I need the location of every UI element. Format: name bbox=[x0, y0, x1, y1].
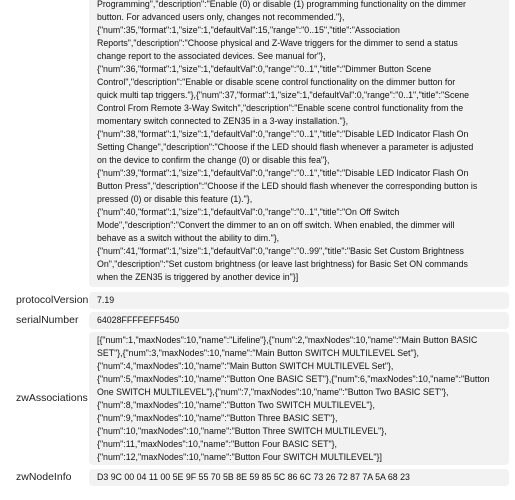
zw-associations-line: SET"},{"num":3,"maxNodes":10,"name":"Main Button SWITCH MULTILEVEL Set"}, bbox=[97, 348, 419, 358]
params-line: {"num":38,"format":1,"size":1,"defaultVal":0,"range":"0..1","title":"Disable LED Indicator Flash On bbox=[97, 129, 469, 139]
protocol-version-value: 7.19 bbox=[97, 295, 115, 305]
zw-associations-line: {"num":12,"maxNodes":10,"name":"Button Four SWITCH MULTILEVEL"}] bbox=[97, 452, 382, 462]
zw-associations-label: zwAssociations bbox=[16, 392, 88, 404]
protocol-version-label: protocolVersion bbox=[16, 294, 89, 306]
zw-associations-line: [{"num":1,"maxNodes":10,"name":"Lifeline"},{"num":2,"maxNodes":10,"name":"Main Button BASIC bbox=[97, 335, 478, 345]
params-line: momentary switch connected to ZEN35 in a 3-way installation."}, bbox=[97, 116, 349, 126]
params-line: when the ZEN35 is triggered by another device in"}] bbox=[97, 272, 299, 282]
params-line: Reports","description":"Choose physical and Z-Wave triggers for the dimmer to send a status bbox=[97, 38, 458, 48]
params-line: Control From Remote 3-Way Switch","description":"Enable scene control functionality from the bbox=[97, 103, 464, 113]
zw-node-info-label: zwNodeInfo bbox=[16, 471, 72, 483]
params-line: {"num":40,"format":1,"size":1,"defaultVal":0,"range":"0..1","title":"On Off Switch bbox=[97, 207, 400, 217]
zw-node-info-value-box bbox=[89, 469, 509, 486]
serial-number-value-box bbox=[89, 312, 509, 329]
protocol-version-value-box bbox=[89, 292, 509, 309]
zw-associations-line: {"num":8,"maxNodes":10,"name":"Button Two SWITCH MULTILEVEL"}, bbox=[97, 400, 375, 410]
zw-associations-value-box bbox=[89, 332, 509, 465]
params-line: Setting Change","description":"Choose if the LED should flash whenever a parameter is adjusted bbox=[97, 142, 474, 152]
serial-number-value: 64028FFFFEFF5450 bbox=[97, 315, 180, 325]
serial-number-label: serialNumber bbox=[16, 314, 79, 326]
params-line: pressed (0) or disable this feature (1)."}, bbox=[97, 194, 253, 204]
zw-associations-line: {"num":11,"maxNodes":10,"name":"Button Four BASIC SET"}, bbox=[97, 439, 337, 449]
params-line: quick multi tap triggers."},{"num":37,"format":1,"size":1,"defaultVal":0,"range":"0..1","title":"Scene bbox=[97, 90, 470, 100]
params-line: button. For advanced users only, changes not recommended."}, bbox=[97, 12, 345, 22]
zw-node-info-value: D3 9C 00 04 11 00 5E 9F 55 70 5B 8E 59 85 5C 86 6C 73 26 72 87 7A 5A 68 23 bbox=[97, 472, 410, 482]
zw-associations-line: {"num":10,"maxNodes":10,"name":"Button Three SWITCH MULTILEVEL"}, bbox=[97, 426, 387, 436]
params-line: Button Press","description":"Choose if the LED should flash whenever the corresponding button is bbox=[97, 181, 478, 191]
params-line: on the device to confirm the change (0) or disable this fea"}, bbox=[97, 155, 330, 165]
params-line: behave as a switch without the ability to dim."}, bbox=[97, 233, 280, 243]
params-line: Programming","description":"Enable (0) or disable (1) programming functionality on the dimmer bbox=[97, 0, 466, 9]
params-line: On","description":"Set custom brightness (or leave last brightness) for Basic Set ON commands bbox=[97, 259, 468, 269]
zw-associations-line: {"num":4,"maxNodes":10,"name":"Main Button SWITCH MULTILEVEL Set"}, bbox=[97, 361, 394, 371]
zw-associations-line: {"num":5,"maxNodes":10,"name":"Button One BASIC SET"},{"num":6,"maxNodes":10,"name":"Button bbox=[97, 374, 490, 384]
params-line: {"num":41,"format":1,"size":1,"defaultVal":0,"range":"0..99","title":"Basic Set Custom Brightness bbox=[97, 246, 464, 256]
params-line: {"num":35,"format":1,"size":1,"defaultVal":15,"range":"0..15","title":"Association bbox=[97, 25, 400, 35]
params-line: Mode","description":"Convert the dimmer to an on off switch. When enabled, the dimmer will bbox=[97, 220, 455, 230]
params-line: Control","description":"Enable or disable scene control functionality on the dimmer button for bbox=[97, 77, 456, 87]
zw-associations-line: One SWITCH MULTILEVEL"},{"num":7,"maxNodes":10,"name":"Button Two BASIC SET"}, bbox=[97, 387, 449, 397]
zw-associations-line: {"num":9,"maxNodes":10,"name":"Button Three BASIC SET"}, bbox=[97, 413, 338, 423]
params-value-box bbox=[89, 0, 509, 287]
params-line: {"num":36,"format":1,"size":1,"defaultVal":0,"range":"0..1","title":"Dimmer Button Scene bbox=[97, 64, 432, 74]
params-line: {"num":39,"format":1,"size":1,"defaultVal":0,"range":"0..1","title":"Disable LED Indicator Flash On bbox=[97, 168, 469, 178]
params-line: change report to the associated devices. See manual for"}, bbox=[97, 51, 326, 61]
